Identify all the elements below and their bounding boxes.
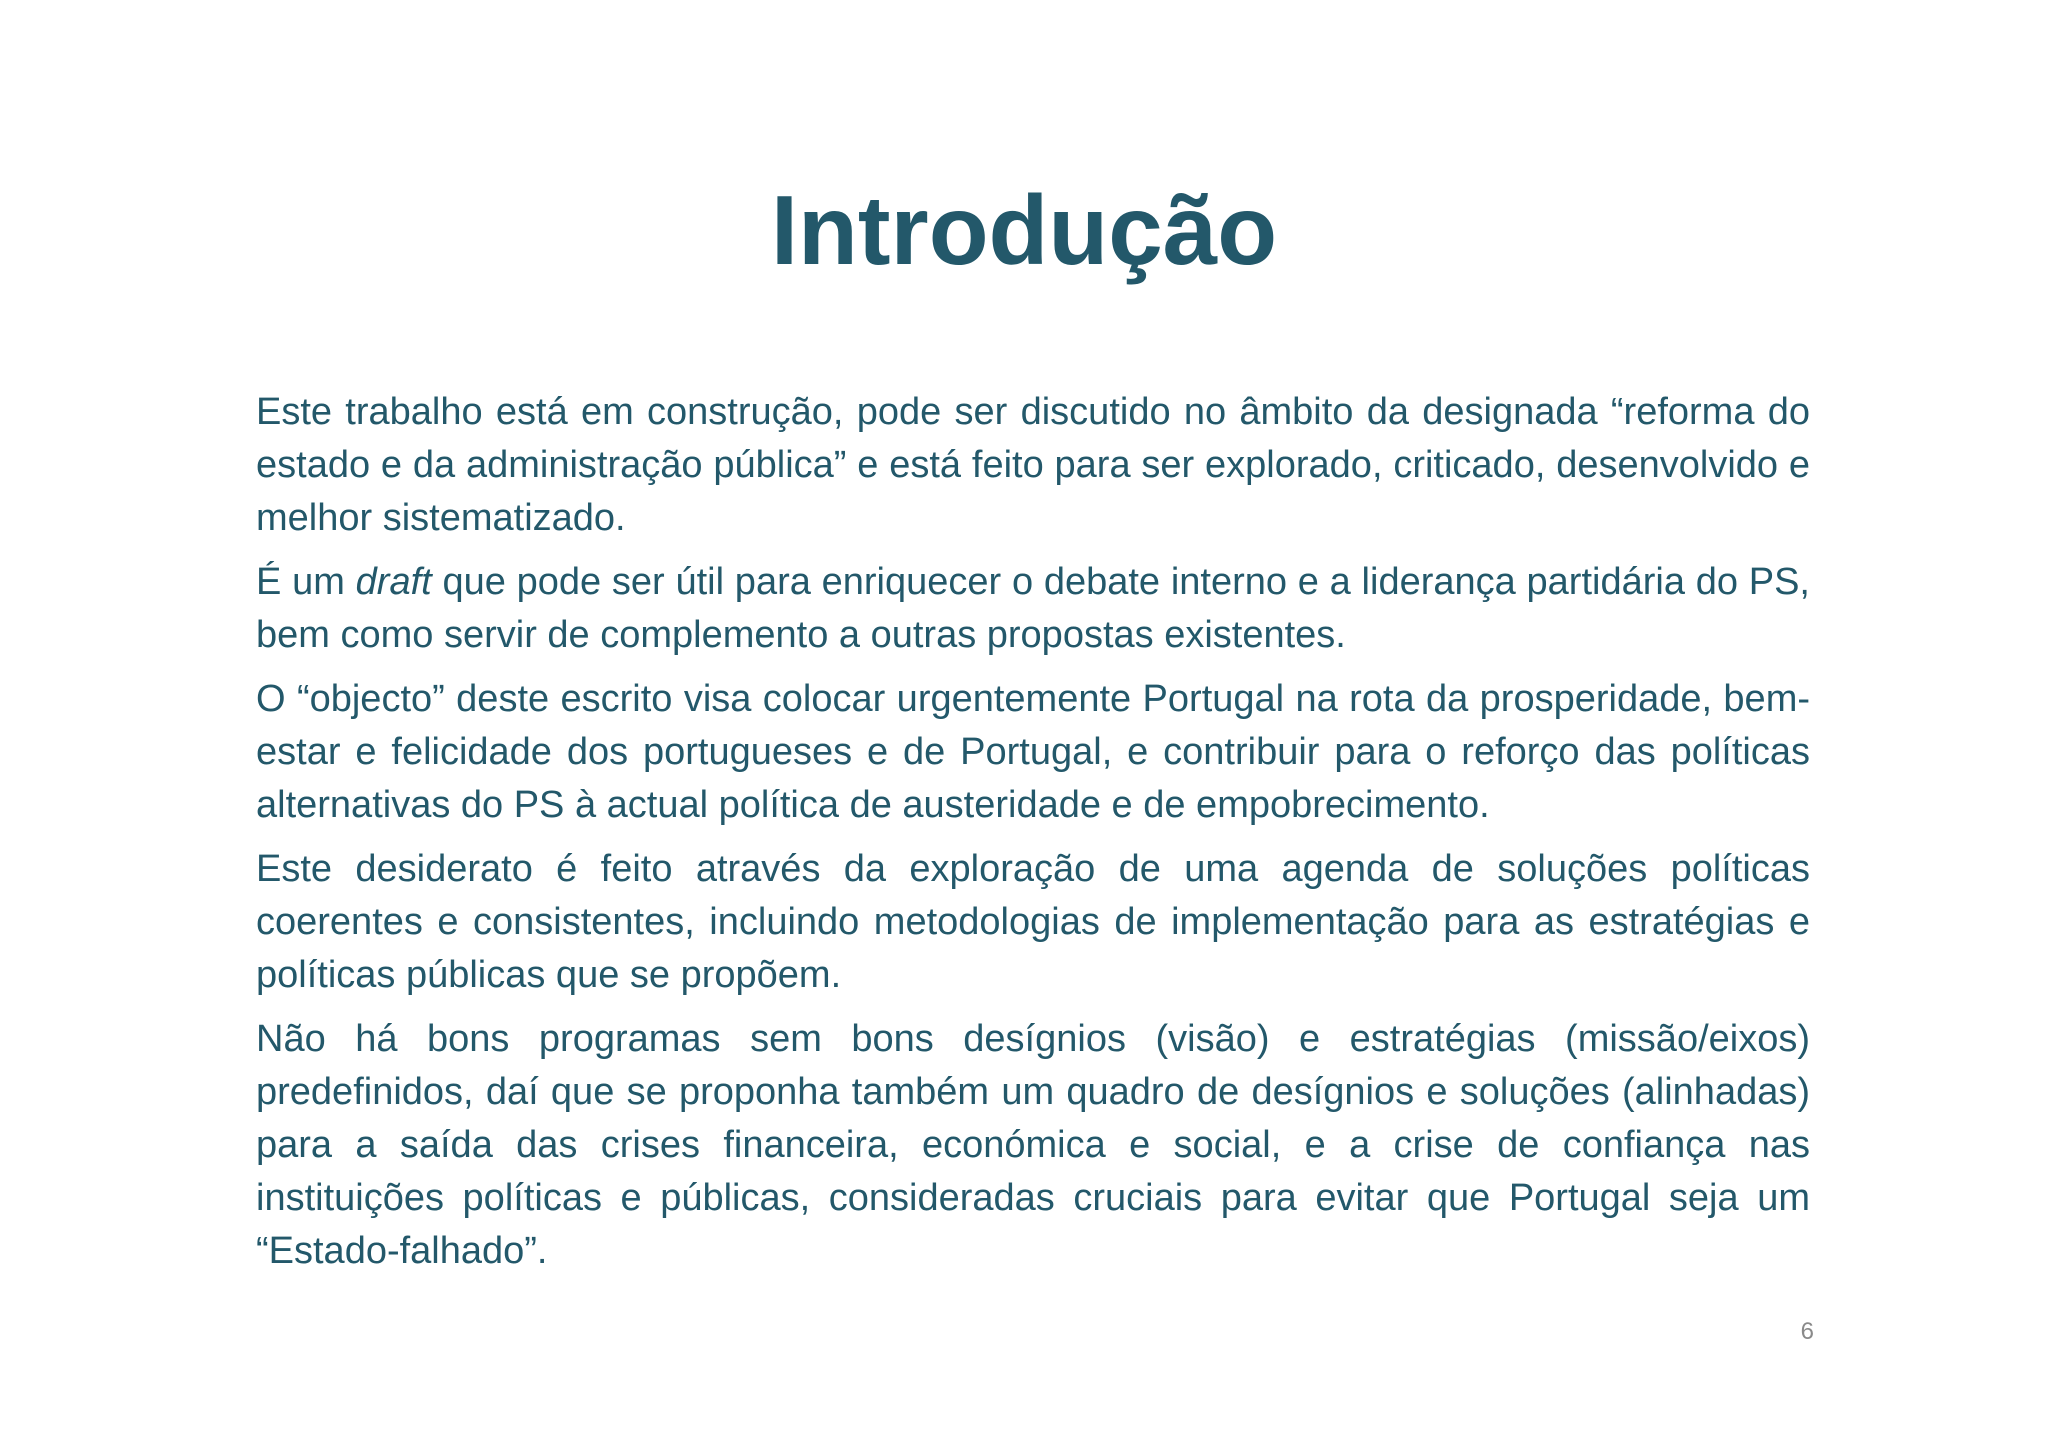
paragraph-2-start: É um bbox=[256, 561, 356, 603]
page-number: 6 bbox=[1800, 1318, 1814, 1345]
slide-title: Introdução bbox=[770, 175, 1278, 285]
slide-body bbox=[256, 386, 1810, 1289]
paragraph-1: Este trabalho está em construção, pode ser discutido no âmbito da designada “reforma do estado e da administração pública” e está feito para ser explorado, criticado, desenvolvido e melhor sistematizado. bbox=[256, 391, 1810, 539]
paragraph-2 bbox=[256, 556, 1810, 662]
paragraph-5: Não há bons programas sem bons desígnios (visão) e estratégias (missão/eixos) predefinidos, daí que se proponha também um quadro de desígnios e soluções (alinhadas) para a saída das crises financeira, económica e social, e a crise de confiança nas instituições políticas e públicas, consideradas cruciais para evitar que Portugal seja um “Estado-falhado”. bbox=[256, 1018, 1810, 1272]
paragraph-3: O “objecto” deste escrito visa colocar urgentemente Portugal na rota da prosperidade, bem-estar e felicidade dos portugueses e de Portugal, e contribuir para o reforço das políticas alternativas do PS à actual política de austeridade e de empobrecimento. bbox=[256, 678, 1810, 826]
paragraph-4: Este desiderato é feito através da exploração de uma agenda de soluções políticas coerentes e consistentes, incluindo metodologias de implementação para as estratégias e políticas públicas que se propõem. bbox=[256, 848, 1810, 996]
paragraph-2-italic-word: draft bbox=[355, 561, 432, 603]
paragraph-2-end: que pode ser útil para enriquecer o debate interno e a liderança partidária do PS, bem como servir de complemento a outras propostas existentes. bbox=[256, 561, 1810, 656]
